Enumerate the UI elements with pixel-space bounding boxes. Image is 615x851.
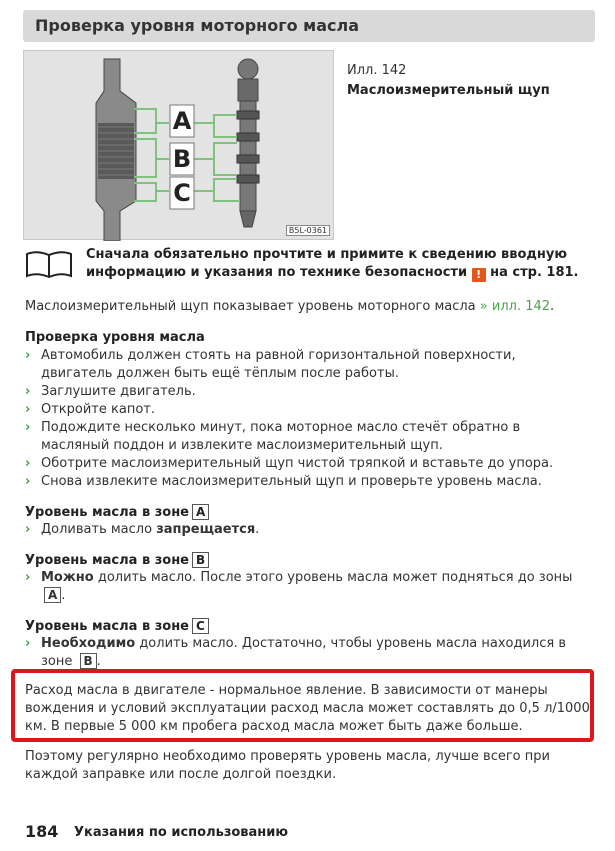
safety-note-text: Сначала обязательно прочтите и примите к сведению вводную информацию и указания по технике безопасности (86, 247, 567, 280)
list-item (25, 419, 585, 455)
figure-link[interactable]: » илл. 142 (479, 299, 551, 314)
step-text: Подождите несколько минут, пока моторное масло стечёт обратно в масляный поддон и извлеките маслоизмерительный щуп. (41, 420, 521, 453)
zone-c-title (25, 618, 209, 634)
zone-a-text: Доливать масло (41, 522, 153, 537)
bullet-arrow-icon: › (25, 348, 31, 363)
zone-a-bold: запрещается (156, 522, 256, 537)
intro-text: Маслоизмерительный щуп показывает уровень моторного масла (25, 299, 476, 314)
figure-code: B5L-0361 (286, 225, 330, 236)
step-text: Заглушите двигатель. (41, 384, 196, 399)
zone-a-end: . (255, 522, 260, 537)
step-text: Автомобиль должен стоять на равной горизонтальной поверхности, двигатель должен быть ещё тёплым после работы. (41, 348, 516, 381)
zone-a-letter: A (192, 504, 209, 520)
bullet-arrow-icon: › (25, 420, 31, 435)
bullet-arrow-icon: › (25, 522, 31, 537)
bullet-arrow-icon: › (25, 456, 31, 471)
step-text: Оботрите маслоизмерительный щуп чистой тряпкой и вставьте до упора. (41, 456, 554, 471)
check-section-title: Проверка уровня масла (25, 330, 205, 345)
list-item (25, 521, 585, 539)
bullet-arrow-icon: › (25, 402, 31, 417)
zone-c-end: . (96, 654, 101, 669)
zone-c-text: долить масло. Достаточно, чтобы уровень масла находился в зоне (41, 636, 566, 669)
warning-icon: ! (472, 268, 486, 282)
page-number: 184 (25, 822, 59, 841)
bullet-arrow-icon: › (25, 570, 31, 585)
footer-section: Указания по использованию (74, 825, 289, 840)
zone-b-list (25, 569, 585, 605)
zone-c-bold: Необходимо (41, 636, 136, 651)
bullet-arrow-icon: › (25, 636, 31, 651)
zone-a-title (25, 504, 209, 520)
section-header (23, 10, 595, 42)
list-item (25, 383, 585, 401)
list-item (25, 401, 585, 419)
zone-b-title (25, 552, 209, 568)
intro-paragraph (25, 298, 554, 316)
highlight-note: Расход масла в двигателе - нормальное явление. В зависимости от манеры вождения и условий эксплуатации расход масла может составлять до 0,5 л/1000 км. В первые 5 000 км пробега расход масла может быть даже больше. (25, 683, 590, 734)
book-icon (25, 250, 73, 278)
figure-label: Илл. 142 (347, 63, 407, 78)
zone-b-letter: B (192, 552, 209, 568)
zone-b-ref-letter: A (44, 587, 61, 603)
check-steps-list (25, 347, 585, 491)
zone-b-title-text: Уровень масла в зоне (25, 553, 189, 568)
list-item (25, 455, 585, 473)
bullet-arrow-icon: › (25, 474, 31, 489)
zone-c-ref-letter: B (80, 653, 97, 669)
zone-c-list (25, 635, 585, 671)
intro-end: . (550, 299, 555, 314)
zone-label-a: A (172, 107, 192, 135)
zone-a-title-text: Уровень масла в зоне (25, 505, 189, 520)
list-item (25, 569, 585, 605)
zone-b-text: долить масло. После этого уровень масла может подняться до зоны (93, 570, 573, 585)
list-item (25, 347, 585, 383)
safety-note-page-ref[interactable]: на стр. 181. (490, 265, 579, 280)
zone-a-list (25, 521, 585, 539)
list-item (25, 635, 585, 671)
zone-label-c: C (173, 179, 191, 207)
figure-title: Маслоизмерительный щуп (347, 83, 550, 98)
zone-c-letter: C (192, 618, 209, 634)
dipstick-illustration (23, 50, 334, 240)
zone-c-title-text: Уровень масла в зоне (25, 619, 189, 634)
zone-b-bold: Можно (41, 570, 94, 585)
safety-note (86, 246, 586, 282)
zone-b-end: . (61, 588, 66, 603)
list-item (25, 473, 585, 491)
step-text: Откройте капот. (41, 402, 155, 417)
zone-label-b: B (172, 145, 192, 173)
section-title: Проверка уровня моторного масла (35, 16, 360, 35)
closing-paragraph: Поэтому регулярно необходимо проверять уровень масла, лучше всего при каждой заправке или после долгой поездки. (25, 749, 550, 782)
bullet-arrow-icon: › (25, 384, 31, 399)
step-text: Снова извлеките маслоизмерительный щуп и проверьте уровень масла. (41, 474, 542, 489)
